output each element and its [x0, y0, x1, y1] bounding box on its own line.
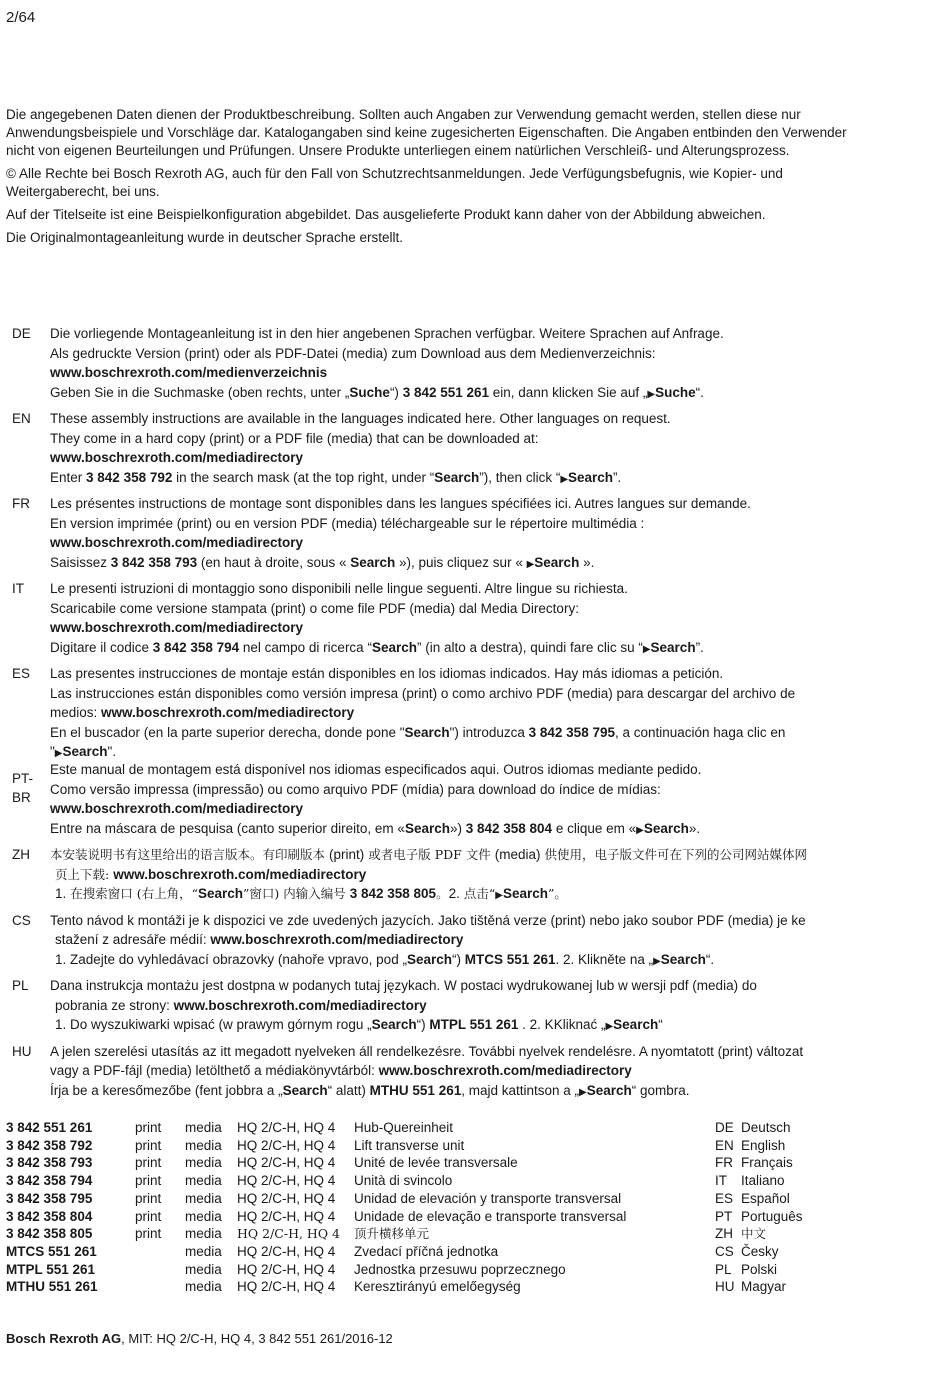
print-format: print — [135, 1190, 162, 1206]
media-format: media — [185, 1226, 222, 1242]
table-row — [6, 1137, 803, 1155]
lang-block-es: ES Las presentes instrucciones de montaje están disponibles en los idiomas indicados. Hay más idiomas a petición. Las instrucciones están disponibles como versión impresa (print) o como archivo PDF (media) para descargar del archivo de medios: www.boschrexroth.com/mediadirectory En el buscador (en la parte superior derecha, donde pone "Search") introduzca 3 842 358 795, a continuación haga clic en "▶Search". — [12, 664, 892, 764]
document-number: 3 842 358 795 — [528, 724, 615, 740]
document-title: 顶升横移单元 — [354, 1226, 430, 1242]
media-directory-link[interactable]: www.boschrexroth.com/mediadirectory — [50, 535, 304, 550]
search-instruction: Enter 3 842 358 792 in the search mask (at the top right, under “Search”), then click “▶Search”. — [50, 469, 622, 485]
availability-line: Die vorliegende Montageanleitung ist in den hier angebenen Sprachen verfügbar. Weitere Sprachen auf Anfrage. — [50, 326, 724, 341]
document-number: 3 842 358 792 — [86, 469, 173, 485]
intro-paragraph: Die angegebenen Daten dienen der Produktbeschreibung. Sollten auch Angaben zur Verwendung gemacht werden, stellen diese nur Anwendungsbeispiele und Vorschläge dar. Katalogangaben sind keine zugesicherten Eigenschaften. Die Angaben entbinden den Verwender nicht von eigenen Beurteilungen und Prüfungen. Unsere Produkte unterliegen einem natürlichen Verschleiß- und Alterungsprozess. — [6, 107, 847, 158]
document-number: 3 842 358 794 — [152, 639, 240, 655]
document-title: Keresztirányú emelőegység — [354, 1279, 521, 1295]
download-line: They come in a hard copy (print) or a PDF file (media) that can be downloaded at: — [50, 430, 539, 446]
product-version: HQ 2/C-H, HQ 4 — [237, 1279, 336, 1295]
media-directory-link[interactable]: www.boschrexroth.com/mediadirectory — [101, 705, 355, 720]
play-triangle-icon: ▶ — [495, 890, 503, 901]
media-format: media — [185, 1190, 222, 1206]
document-number: 3 842 358 804 — [6, 1208, 93, 1224]
media-directory-link[interactable]: www.boschrexroth.com/mediadirectory — [50, 801, 304, 816]
language-name: Deutsch — [741, 1120, 791, 1135]
page-number: 2/64 — [6, 9, 36, 26]
lang-code: ZH — [12, 847, 30, 862]
intro-paragraph: Auf der Titelseite ist eine Beispielkonfiguration abgebildet. Das ausgelieferte Produkt kann daher von der Abbildung abweichen. — [6, 207, 766, 222]
language-code: IT — [715, 1173, 727, 1189]
document-title: Unité de levée transversale — [354, 1155, 518, 1171]
print-format: print — [135, 1120, 162, 1135]
language-availability-2 — [12, 760, 892, 1107]
document-number: MTCS 551 261 — [6, 1243, 97, 1259]
language-name: Česky — [741, 1243, 779, 1259]
intro-paragraph: © Alle Rechte bei Bosch Rexroth AG, auch für den Fall von Schutzrechtsanmeldungen. Jede Verfügungsbefugnis, wie Kopier- und Weitergaberecht, bei uns. — [6, 166, 783, 199]
availability-line: 本安装说明书有这里给出的语言版本。有印刷版本 (print) 或者电子版 PDF 文件 (media) 供使用，电子版文件可在下列的公司网站媒体网 — [50, 847, 807, 862]
print-format — [135, 1261, 185, 1279]
intro-paragraph: Die Originalmontageanleitung wurde in deutscher Sprache erstellt. — [6, 230, 403, 245]
product-version: HQ 2/C-H, HQ 4 — [237, 1120, 336, 1135]
media-format: media — [185, 1137, 222, 1153]
language-code: ES — [715, 1190, 734, 1206]
media-directory-link[interactable]: www.boschrexroth.com/mediadirectory — [210, 932, 464, 947]
document-title: Zvedací příčná jednotka — [354, 1243, 499, 1259]
table-row — [6, 1225, 803, 1243]
lang-block-en — [12, 409, 892, 489]
language-name: Português — [741, 1208, 803, 1224]
download-line: Las instrucciones están disponibles como versión impresa (print) o como archivo PDF (media) para descargar del archivo de — [50, 685, 796, 701]
document-number: MTPL 551 261 — [6, 1261, 96, 1277]
language-code: HU — [715, 1279, 735, 1295]
product-version: HQ 2/C-H, HQ 4 — [237, 1155, 336, 1171]
lang-block-cs: CS Tento návod k montáži je k dispozici ve zde uvedených jazycích. Jako tištěná verze (print) nebo jako soubor PDF (media) je ke stažení z adresáře médií: www.boschrexroth.com/mediadirectory 1. Zadejte do vyhledávací obrazovky (nahoře vpravo, pod „Search“) MTCS 551 261. 2. Klikněte na „▶Search“. — [12, 911, 892, 972]
footer-reference: , MIT: HQ 2/C-H, HQ 4, 3 842 551 261/2016-12 — [121, 1331, 393, 1346]
language-code: PT — [715, 1208, 733, 1224]
availability-line: Dana instrukcja montażu jest dostpna w podanych tutaj językach. W postaci wydrukowanej lub w wersji pdf (media) do — [50, 978, 757, 993]
download-line: En version imprimée (print) ou en version PDF (media) téléchargeable sur le répertoire multimédia : — [50, 515, 645, 531]
language-name: 中文 — [741, 1226, 767, 1242]
product-version: HQ 2/C-H, HQ 4 — [237, 1226, 340, 1242]
availability-line: Le presenti istruzioni di montaggio sono disponibili nelle lingue seguenti. Altre lingue su richiesta. — [50, 581, 628, 596]
media-format: media — [185, 1120, 222, 1135]
language-name: Italiano — [741, 1173, 785, 1189]
document-number: 3 842 358 793 — [110, 554, 198, 570]
play-triangle-icon: ▶ — [647, 388, 656, 400]
media-directory-link[interactable]: www.boschrexroth.com/mediadirectory — [173, 997, 427, 1013]
play-triangle-icon: ▶ — [526, 558, 535, 570]
media-format: media — [185, 1173, 222, 1189]
download-line: Como versão impressa (impressão) ou como arquivo PDF (mídia) para download do índice de mídias: — [50, 781, 661, 797]
lang-block-de — [12, 324, 892, 404]
language-name: English — [741, 1137, 786, 1153]
search-instruction: En el buscador (en la parte superior derecha, donde pone "Search") introduzca 3 842 358 795, a continuación haga clic en — [50, 724, 786, 740]
document-number: 3 842 358 793 — [6, 1155, 93, 1171]
document-title: Unidad de elevación y transporte transversal — [354, 1190, 622, 1206]
lang-block-it — [12, 579, 892, 659]
availability-line: Tento návod k montáži je k dispozici ve zde uvedených jazycích. Jako tištěná verze (print) nebo jako soubor PDF (media) je ke — [50, 912, 806, 928]
language-code: FR — [715, 1155, 733, 1171]
language-name: Magyar — [741, 1279, 787, 1295]
document-table — [6, 1119, 803, 1296]
print-format — [135, 1243, 185, 1261]
availability-line: Este manual de montagem está disponível nos idiomas especificados aqui. Outros idiomas mediante pedido. — [50, 762, 702, 777]
footer — [6, 1331, 393, 1346]
media-directory-link[interactable]: www.boschrexroth.com/mediadirectory — [378, 1063, 632, 1078]
table-row — [6, 1278, 803, 1296]
document-number: MTHU 551 261 — [6, 1279, 98, 1295]
lang-code: EN — [12, 411, 31, 426]
print-format: print — [135, 1155, 162, 1171]
language-code: CS — [715, 1243, 734, 1259]
language-name: Polski — [741, 1261, 778, 1277]
lang-code: ES — [12, 666, 31, 681]
print-format: print — [135, 1137, 162, 1153]
play-triangle-icon: ▶ — [642, 643, 651, 655]
search-instruction: Entre na máscara de pesquisa (canto superior direito, em «Search») 3 842 358 804 e clique em «▶Search». — [50, 820, 701, 836]
product-version: HQ 2/C-H, HQ 4 — [237, 1243, 336, 1259]
lang-code: CS — [12, 912, 31, 928]
table-row — [6, 1154, 803, 1172]
product-version: HQ 2/C-H, HQ 4 — [237, 1137, 336, 1153]
play-triangle-icon: ▶ — [653, 955, 661, 967]
search-instruction: Geben Sie in die Suchmaske (oben rechts, unter „Suche“) 3 842 551 261 ein, dann klicken Sie auf „▶Suche“. — [50, 384, 704, 400]
download-line: Scaricabile come versione stampata (print) o come file PDF (media) dal Media Directory: — [50, 600, 579, 616]
print-format: print — [135, 1173, 162, 1189]
document-number: 3 842 551 261 — [6, 1120, 93, 1135]
lang-block-hu: HU A jelen szerelési utasítás az itt megadott nyelveken áll rendelkezésre. További nyelvek rendelésre. A nyomtatott (print) változat vagy a PDF-fájl (media) letölthető a médiakönyvtárból: www.boschrexroth.com/mediadirectory Írja be a keresőmezőbe (fent jobbra a „Search“ alatt) MTHU 551 261, majd kattintson a „▶Search“ gombra. — [12, 1042, 892, 1103]
media-format: media — [185, 1261, 222, 1277]
table-row — [6, 1172, 803, 1190]
media-directory-link[interactable]: www.boschrexroth.com/mediadirectory — [50, 450, 304, 465]
lang-block-pt-body — [12, 760, 892, 840]
availability-line: These assembly instructions are available in the languages indicated here. Other languages on request. — [50, 411, 671, 426]
media-format: media — [185, 1279, 222, 1295]
search-instruction: 1. 在搜索窗口 (右上角，“Search”窗口) 内输入编号 3 842 358 805。2. 点击“▶Search”。 — [55, 886, 567, 901]
lang-code: FR — [12, 496, 30, 511]
availability-line: Las presentes instrucciones de montaje están disponibles en los idiomas indicados. Hay más idiomas a petición. — [50, 666, 724, 681]
document-number: 3 842 358 804 — [465, 820, 553, 836]
media-directory-link[interactable]: www.boschrexroth.com/medienverzeichnis — [50, 365, 328, 380]
language-code: PL — [715, 1261, 732, 1277]
intro-text — [6, 106, 866, 252]
table-row — [6, 1243, 803, 1261]
play-triangle-icon: ▶ — [579, 1086, 587, 1098]
print-format — [135, 1278, 185, 1296]
download-line: Als gedruckte Version (print) oder als PDF-Datei (media) zum Download aus dem Medienverzeichnis: — [50, 345, 656, 361]
document-title: Hub-Quereinheit — [354, 1120, 454, 1135]
play-triangle-icon: ▶ — [605, 1021, 614, 1032]
product-version: HQ 2/C-H, HQ 4 — [237, 1261, 336, 1277]
language-code: ZH — [715, 1226, 733, 1242]
document-number: 3 842 358 805 — [6, 1226, 93, 1242]
document-number: MTPL 551 261 — [429, 1017, 519, 1032]
table-row — [6, 1119, 803, 1137]
document-title: Jednostka przesuwu poprzecznego — [354, 1261, 566, 1277]
lang-block-fr — [12, 494, 892, 574]
lang-code: IT — [12, 581, 24, 596]
table-row — [6, 1190, 803, 1208]
play-triangle-icon: ▶ — [54, 748, 63, 759]
search-instruction: Írja be a keresőmezőbe (fent jobbra a „Search“ alatt) MTHU 551 261, majd kattintson a „▶Search“ gombra. — [50, 1082, 690, 1098]
language-name: Français — [741, 1155, 793, 1171]
search-instruction: Saisissez 3 842 358 793 (en haut à droite, sous « Search »), puis cliquez sur « ▶Search ». — [50, 554, 595, 570]
availability-line: A jelen szerelési utasítás az itt megadott nyelveken áll rendelkezésre. További nyelvek rendelésre. A nyomtatott (print) változat — [50, 1043, 804, 1059]
product-version: HQ 2/C-H, HQ 4 — [237, 1173, 336, 1189]
search-instruction: Digitare il codice 3 842 358 794 nel campo di ricerca “Search” (in alto a destra), quindi fare clic su “▶Search”. — [50, 639, 704, 655]
availability-line: Les présentes instructions de montage sont disponibles dans les langues spécifiées ici. Autres langues sur demande. — [50, 496, 751, 511]
language-code: DE — [715, 1120, 734, 1135]
language-availability — [12, 324, 892, 813]
lang-code: PL — [12, 978, 29, 993]
document-title: Lift transverse unit — [354, 1137, 465, 1153]
language-name: Español — [741, 1190, 790, 1206]
print-format: print — [135, 1226, 162, 1242]
document-number: 3 842 358 794 — [6, 1173, 93, 1189]
media-directory-link[interactable]: www.boschrexroth.com/mediadirectory — [50, 620, 304, 635]
document-number: MTHU 551 261 — [369, 1082, 462, 1098]
product-version: HQ 2/C-H, HQ 4 — [237, 1208, 336, 1224]
media-directory-link[interactable]: www.boschrexroth.com/mediadirectory — [113, 866, 367, 882]
document-number: 3 842 551 261 — [402, 384, 490, 400]
document-number: 3 842 358 805 — [349, 886, 437, 901]
print-format: print — [135, 1208, 162, 1224]
document-title: Unidade de elevação e transporte transversal — [354, 1208, 627, 1224]
lang-block-zh: ZH 本安装说明书有这里给出的语言版本。有印刷版本 (print) 或者电子版 PDF 文件 (media) 供使用，电子版文件可在下列的公司网站媒体网 页上下载: www.boschrexroth.com/mediadirectory 1. 在搜索窗口 (右上角，“Search”窗口) 内输入编号 3 842 358 805。2. 点击“▶Search”。 — [12, 845, 892, 906]
lang-block-pl: PL Dana instrukcja montażu jest dostpna w podanych tutaj językach. W postaci wydrukowanej lub w wersji pdf (media) do pobrania ze strony: www.boschrexroth.com/mediadirectory 1. Do wyszukiwarki wpisać (w prawym górnym rogu „Search“) MTPL 551 261 . 2. KKliknać „▶Search“ — [12, 976, 892, 1037]
product-version: HQ 2/C-H, HQ 4 — [237, 1190, 336, 1206]
table-row — [6, 1261, 803, 1279]
lang-code: HU — [12, 1043, 32, 1059]
media-format: media — [185, 1208, 222, 1224]
language-code: EN — [715, 1137, 734, 1153]
lang-code: DE — [12, 326, 31, 341]
play-triangle-icon: ▶ — [560, 473, 569, 485]
media-format: media — [185, 1243, 222, 1259]
play-triangle-icon: ▶ — [636, 824, 644, 836]
media-format: media — [185, 1155, 222, 1171]
document-title: Unità di svincolo — [354, 1173, 453, 1189]
document-number: 3 842 358 792 — [6, 1137, 93, 1153]
search-instruction: 1. Zadejte do vyhledávací obrazovky (nahoře vpravo, pod „Search“) MTCS 551 261. 2. Klikněte na „▶Search“. — [55, 951, 715, 967]
table-row — [6, 1208, 803, 1226]
lang-code: PT- BR — [12, 770, 34, 805]
company-name: Bosch Rexroth AG — [6, 1331, 122, 1346]
document-number: MTCS 551 261 — [464, 951, 556, 967]
document-number: 3 842 358 795 — [6, 1190, 93, 1206]
search-instruction: 1. Do wyszukiwarki wpisać (w prawym górnym rogu „Search“) MTPL 551 261 . 2. KKliknać „▶Search“ — [55, 1017, 663, 1032]
